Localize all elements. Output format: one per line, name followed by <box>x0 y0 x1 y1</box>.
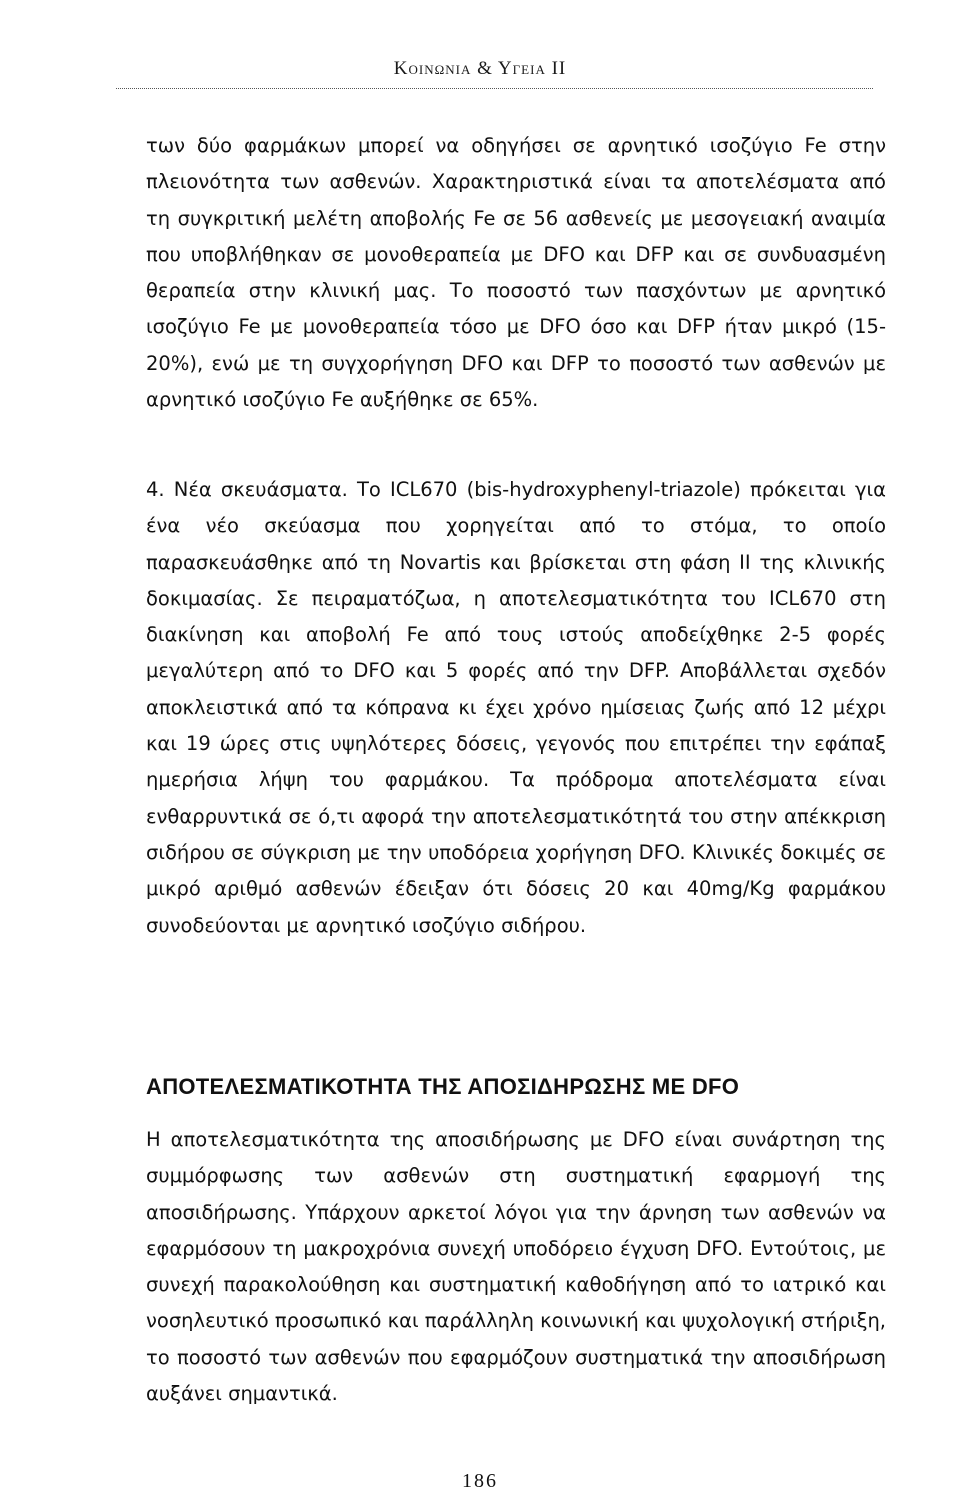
body-paragraph: των δύο φαρμάκων μπορεί να οδηγήσει σε αρνητικό ισοζύγιο Fe στην πλειονότητα των ασθενών. Χαρακτηριστικά είναι τα αποτελέσματα από τη συγκριτική μελέτη αποβολής Fe σε 56 ασθενείς με μεσογειακή αναιμία που υποβλήθηκαν σε μονοθεραπεία με DFO και DFP και σε συνδυασμένη θεραπεία στην κλινική μας. Το ποσοστό των πασχόντων με αρνητικό ισοζύγιο Fe με μονοθεραπεία τόσο με DFO όσο και DFP ήταν μικρό (15-20%), ενώ με τη συγχορήγηση DFO και DFP το ποσοστό των ασθενών με αρνητικό ισοζύγιο Fe αυξήθηκε σε 65%. <box>146 134 886 412</box>
body-paragraph: 4. Νέα σκευάσματα. Το ICL670 (bis-hydroxyphenyl-triazole) πρόκειται για ένα νέο σκεύασμα που χορηγείται από το στόμα, το οποίο παρασκευάσθηκε από τη Novartis και βρίσκεται στη φάση ΙΙ της κλινικής δοκιμασίας. Σε πειραματόζωα, η αποτελεσματικότητα του ICL670 στη διακίνηση και αποβολή Fe από τους ιστούς αποδείχθηκε 2-5 φορές μεγαλύτερη από το DFO και 5 φορές από την DFP. Αποβάλλεται σχεδόν αποκλειστικά από τα κόπρανα κι έχει χρόνο ημίσειας ζωής από 12 μέχρι και 19 ώρες στις υψηλότερες δόσεις, γεγονός που επιτρέπει την εφάπαξ ημερήσια λήψη του φαρμάκου. Τα πρόδρομα αποτελέσματα είναι ενθαρρυντικά σε ό,τι αφορά την αποτελεσματικότητά του στην απέκκριση σιδήρου σε σύγκριση με την υποδόρεια χορήγηση DFO. Κλινικές δοκιμές σε μικρό αριθμό ασθενών έδειξαν ότι δόσεις 20 και 40mg/Kg φαρμάκου συνοδεύονται με αρνητικό ισοζύγιο σιδήρου. <box>146 478 886 937</box>
page-number: 186 <box>462 1470 498 1492</box>
body-paragraph: Η αποτελεσματικότητα της αποσιδήρωσης με DFO είναι συνάρτηση της συμμόρφωσης των ασθενών στη συστηματική εφαρμογή της αποσιδήρωσης. Υπάρχουν αρκετοί λόγοι για την άρνηση των ασθενών να εφαρμόσουν τη μακροχρόνια συνεχή υποδόρειο έγχυση DFO. Εντούτοις, με συνεχή παρακολούθηση και συστηματική καθοδήγηση από το ιατρικό και νοσηλευτικό προσωπικό και παράλληλη κοινωνική και ψυχολογική στήριξη, το ποσοστό των ασθενών που εφαρμόζουν συστηματικά την αποσιδήρωση αυξάνει σημαντικά. <box>146 1128 886 1406</box>
header-divider <box>116 88 873 89</box>
section-heading: ΑΠΟΤΕΛΕΣΜΑΤΙΚΟΤΗΤΑ ΤΗΣ ΑΠΟΣΙΔΗΡΩΣΗΣ ΜΕ DFO <box>146 1074 740 1099</box>
running-header: Κοινωνια & Υγεια ΙΙ <box>393 58 567 79</box>
